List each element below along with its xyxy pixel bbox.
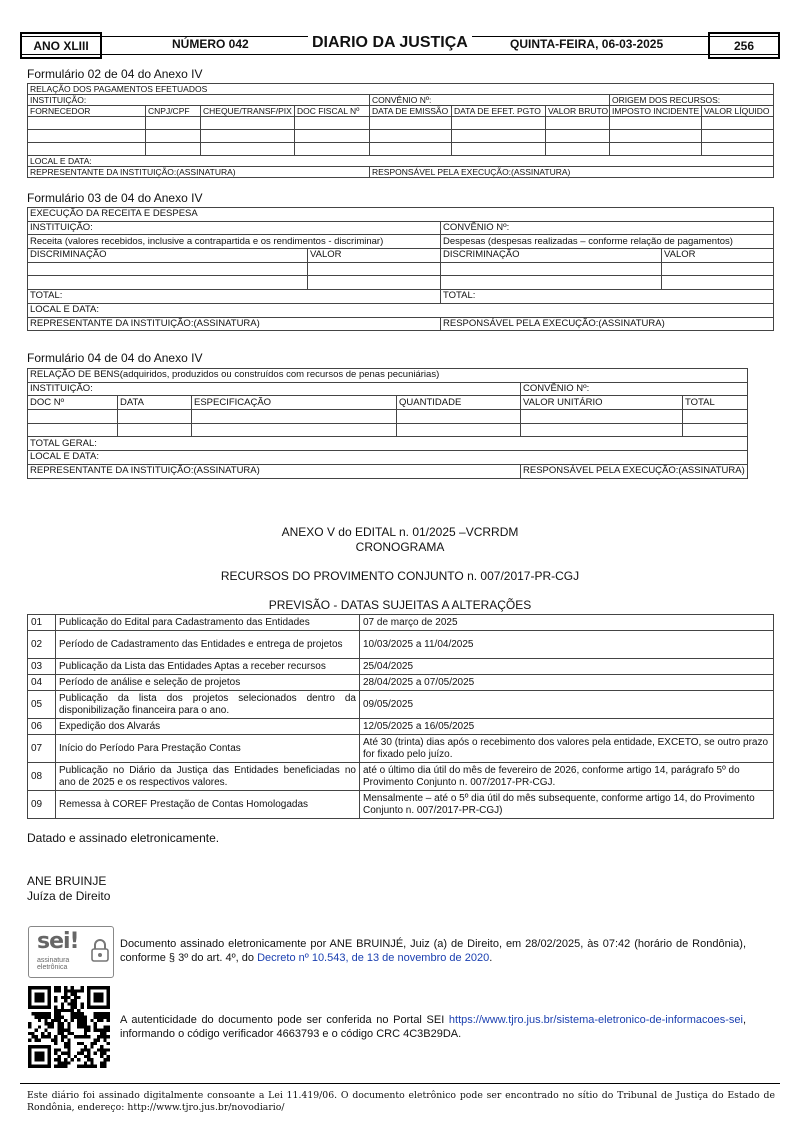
schedule-step-date: 12/05/2025 a 16/05/2025	[360, 719, 774, 735]
form4-instituicao: INSTITUIÇÃO:	[28, 382, 521, 396]
form3-discriminacao: DISCRIMINAÇÃO	[28, 249, 308, 263]
form3-receita: Receita (valores recebidos, inclusive a contrapartida e os rendimentos - discriminar)	[28, 235, 441, 249]
form3-responsavel: RESPONSÁVEL PELA EXECUÇÃO:(ASSINATURA)	[441, 317, 774, 331]
signature-end: .	[489, 952, 493, 964]
lock-icon	[91, 939, 109, 963]
schedule-step-description: Remessa à COREF Prestação de Contas Homologadas	[56, 791, 360, 819]
form2-local: LOCAL E DATA:	[28, 156, 774, 167]
signer-name: ANE BRUINJE	[27, 874, 107, 888]
page-number-box	[708, 32, 780, 59]
sei-logo-subtitle	[37, 957, 69, 971]
schedule-step-number: 04	[28, 675, 56, 691]
authenticity-statement	[120, 1013, 746, 1041]
previsao-title: PREVISÃO - DATAS SUJEITAS A ALTERAÇÕES	[268, 598, 532, 612]
issue-number: NÚMERO 042	[168, 37, 253, 51]
form3-despesas: Despesas (despesas realizadas – conforme relação de pagamentos)	[441, 235, 774, 249]
year-label: ANO XLIII	[33, 38, 89, 53]
schedule-step-date: até o último dia útil do mês de fevereiro de 2026, conforme artigo 14, parágrafo 5º do Provimento Conjunto n. 007/2017-PR-CGJ.	[360, 763, 774, 791]
form2-col: FORNECEDOR	[28, 106, 146, 117]
schedule-step-date: 10/03/2025 a 11/04/2025	[360, 631, 774, 659]
journal-title: DIARIO DA JUSTIÇA	[308, 34, 472, 52]
form4-blank-row	[28, 410, 748, 424]
schedule-table	[27, 614, 774, 819]
form2-header-row	[28, 106, 774, 117]
form2-origem: ORIGEM DOS RECURSOS:	[610, 95, 774, 106]
form2-col: VALOR BRUTO	[546, 106, 610, 117]
form2-blank-row	[28, 143, 774, 156]
form3-total: TOTAL:	[28, 290, 441, 304]
form2-blank-row	[28, 117, 774, 130]
form2-title: Formulário 02 de 04 do Anexo IV	[27, 67, 203, 81]
footer-text: Este diário foi assinado digitalmente consoante a Lei 11.419/06. O documento eletrônico pode ser encontrado no sítio do Tribunal de Justiça do Estado de Rondônia, endereço: http://www.tjro.jus.br/novodiario/	[27, 1090, 775, 1113]
schedule-step-description: Início do Período Para Prestação Contas	[56, 735, 360, 763]
schedule-step-date: 09/05/2025	[360, 691, 774, 719]
schedule-step-description: Publicação da Lista das Entidades Aptas a receber recursos	[56, 659, 360, 675]
form3-discriminacao: DISCRIMINAÇÃO	[441, 249, 662, 263]
schedule-step-number: 03	[28, 659, 56, 675]
form4-header-row	[28, 396, 748, 410]
issue-date: QUINTA-FEIRA, 06-03-2025	[506, 37, 667, 51]
form3-local: LOCAL E DATA:	[28, 303, 774, 317]
signer-role: Juíza de Direito	[27, 889, 111, 903]
form2-convenio	[370, 95, 610, 106]
schedule-row	[28, 719, 774, 735]
form3-total: TOTAL:	[441, 290, 774, 304]
schedule-row	[28, 615, 774, 631]
form4-table	[27, 368, 748, 479]
schedule-step-date: 25/04/2025	[360, 659, 774, 675]
footer-rule	[20, 1083, 780, 1084]
schedule-step-description: Publicação do Edital para Cadastramento das Entidades	[56, 615, 360, 631]
schedule-step-date: Até 30 (trinta) dias após o recebimento dos valores pela entidade, EXCETO, se outro prazo for fixado pelo juízo.	[360, 735, 774, 763]
qr-code-icon	[28, 986, 110, 1068]
form2-col: DOC FISCAL Nº	[295, 106, 370, 117]
page-number: 256	[733, 38, 755, 53]
form4-col: QUANTIDADE	[397, 396, 521, 410]
form4-convenio: CONVÊNIO Nº:	[521, 382, 748, 396]
form4-title: Formulário 04 de 04 do Anexo IV	[27, 351, 203, 365]
form2-relacao: RELAÇÃO DOS PAGAMENTOS EFETUADOS	[28, 84, 774, 95]
schedule-row	[28, 659, 774, 675]
form4-col: DOC Nº	[28, 396, 118, 410]
sei-portal-link[interactable]: https://www.tjro.jus.br/sistema-eletronico-de-informacoes-sei	[448, 1014, 743, 1026]
signature-statement	[120, 937, 746, 965]
form3-valor: VALOR	[662, 249, 774, 263]
form3-valor: VALOR	[308, 249, 441, 263]
form2-convenio-label: CONVÊNIO Nº:	[372, 95, 432, 105]
schedule-row	[28, 691, 774, 719]
form2-table	[27, 83, 774, 178]
form3-blank-row	[28, 262, 774, 276]
datado-text: Datado e assinado eletronicamente.	[27, 831, 220, 845]
form2-instituicao: INSTITUIÇÃO:	[28, 95, 370, 106]
form4-total-geral: TOTAL GERAL:	[28, 437, 748, 451]
signature-text: Documento assinado eletronicamente por ANE BRUINJÉ, Juiz (a) de Direito, em 28/02/2025, às 07:42 (horário de Rondônia), conforme § 3º do art. 4º, do	[120, 938, 746, 964]
form2-blank-row	[28, 130, 774, 143]
schedule-row	[28, 791, 774, 819]
form4-col: TOTAL	[683, 396, 748, 410]
schedule-row	[28, 735, 774, 763]
form2-col: CNPJ/CPF	[146, 106, 201, 117]
form3-title: Formulário 03 de 04 do Anexo IV	[27, 191, 203, 205]
schedule-row	[28, 675, 774, 691]
schedule-step-number: 02	[28, 631, 56, 659]
schedule-step-date: 07 de março de 2025	[360, 615, 774, 631]
form3-table	[27, 207, 774, 331]
sei-logo-word: sei!	[37, 929, 79, 954]
schedule-step-number: 09	[28, 791, 56, 819]
schedule-step-description: Período de Cadastramento das Entidades e entrega de projetos	[56, 631, 360, 659]
form3-instituicao: INSTITUIÇÃO:	[28, 221, 441, 235]
schedule-step-number: 01	[28, 615, 56, 631]
form4-col: VALOR UNITÁRIO	[521, 396, 683, 410]
form2-responsavel: RESPONSÁVEL PELA EXECUÇÃO:(ASSINATURA)	[370, 167, 774, 178]
schedule-step-date: Mensalmente – até o 5º dia útil do mês subsequente, conforme artigo 14, do Provimento Conjunto n. 007/2017-PR-CGJ)	[360, 791, 774, 819]
form2-col: DATA DE EFET. PGTO	[452, 106, 546, 117]
form3-representante: REPRESENTANTE DA INSTITUIÇÃO:(ASSINATURA)	[28, 317, 441, 331]
sei-logo-sub2: eletrônica	[37, 964, 68, 971]
form3-execucao: EXECUÇÃO DA RECEITA E DESPESA	[28, 208, 774, 222]
schedule-step-number: 07	[28, 735, 56, 763]
cronograma-title: CRONOGRAMA	[355, 540, 445, 554]
schedule-step-number: 05	[28, 691, 56, 719]
form2-col: IMPOSTO INCIDENTE	[610, 106, 702, 117]
schedule-step-description: Publicação da lista dos projetos selecionados dentro da disponibilização financeira para o ano.	[56, 691, 360, 719]
sei-logo-sub1: assinatura	[37, 957, 70, 964]
schedule-step-number: 08	[28, 763, 56, 791]
year-box	[20, 32, 102, 59]
schedule-row	[28, 763, 774, 791]
authenticity-text: A autenticidade do documento pode ser conferida no Portal SEI	[120, 1014, 449, 1026]
form2-col: VALOR LÍQUIDO	[702, 106, 774, 117]
form4-col: ESPECIFICAÇÃO	[192, 396, 397, 410]
form4-representante: REPRESENTANTE DA INSTITUIÇÃO:(ASSINATURA)	[28, 464, 521, 478]
form4-relacao: RELAÇÃO DE BENS(adquiridos, produzidos ou construídos com recursos de penas pecuniárias)	[28, 369, 748, 383]
recursos-title: RECURSOS DO PROVIMENTO CONJUNTO n. 007/2017-PR-CGJ	[220, 569, 580, 583]
schedule-step-description: Expedição dos Alvarás	[56, 719, 360, 735]
form2-col: DATA DE EMISSÃO	[370, 106, 452, 117]
sei-logo	[28, 926, 114, 978]
page-header	[20, 32, 780, 59]
authenticity-end: , informando o código verificador 4663793 e o código CRC 4C3B29DA.	[120, 1014, 746, 1040]
form4-responsavel: RESPONSÁVEL PELA EXECUÇÃO:(ASSINATURA)	[521, 464, 748, 478]
form3-blank-row	[28, 276, 774, 290]
form3-convenio: CONVÊNIO Nº:	[441, 221, 774, 235]
anexo-title: ANEXO V do EDITAL n. 01/2025 –VCRRDM	[281, 525, 519, 539]
schedule-step-date: 28/04/2025 a 07/05/2025	[360, 675, 774, 691]
schedule-row	[28, 631, 774, 659]
form4-local: LOCAL E DATA:	[28, 451, 748, 465]
form2-col: CHEQUE/TRANSF/PIX	[201, 106, 295, 117]
form4-blank-row	[28, 423, 748, 437]
form2-representante: REPRESENTANTE DA INSTITUIÇÃO:(ASSINATURA)	[28, 167, 370, 178]
form4-col: DATA	[118, 396, 192, 410]
header-bottom-rule	[20, 54, 780, 55]
schedule-step-description: Publicação no Diário da Justiça das Entidades beneficiadas no ano de 2025 e os respectivos valores.	[56, 763, 360, 791]
decreto-link[interactable]: Decreto nº 10.543, de 13 de novembro de 2020	[257, 952, 490, 964]
schedule-step-description: Período de análise e seleção de projetos	[56, 675, 360, 691]
schedule-step-number: 06	[28, 719, 56, 735]
